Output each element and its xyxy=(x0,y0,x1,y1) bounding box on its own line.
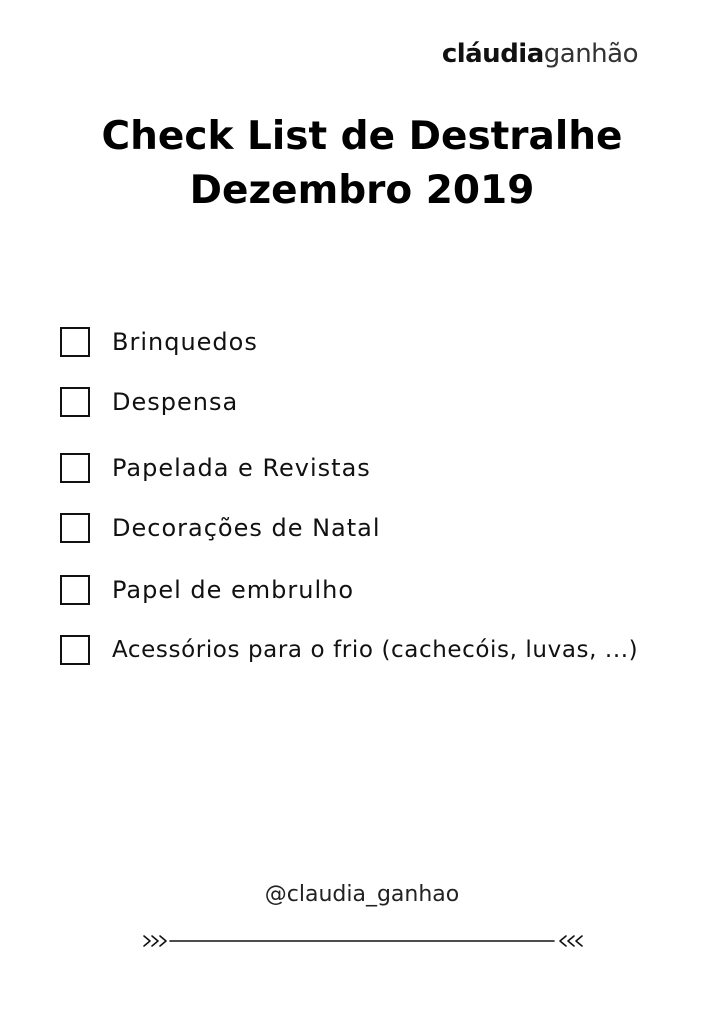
checklist-item-papel-embrulho[interactable] xyxy=(60,570,354,610)
arrow-fletching-right-icon xyxy=(560,936,582,946)
brand-logo-first: cláudia xyxy=(441,39,544,69)
checklist-item-brinquedos[interactable] xyxy=(60,322,258,362)
checklist-item-label: Papelada e Revistas xyxy=(112,454,371,482)
arrow-divider xyxy=(140,926,586,956)
checklist-item-label: Acessórios para o frio (cachecóis, luvas, ...) xyxy=(112,637,639,663)
checklist-item-acessorios[interactable] xyxy=(60,630,638,670)
checklist-item-label: Brinquedos xyxy=(112,328,258,356)
checkbox[interactable] xyxy=(60,327,90,357)
checklist-item-label: Decorações de Natal xyxy=(112,514,381,542)
checklist-item-label: Despensa xyxy=(112,388,239,416)
checklist-item-label: Papel de embrulho xyxy=(112,576,355,604)
page-title-line1: Check List de Destralhe xyxy=(101,114,623,159)
checkbox[interactable] xyxy=(60,635,90,665)
checkbox[interactable] xyxy=(60,513,90,543)
brand-logo-second: ganhão xyxy=(543,39,638,69)
checkbox[interactable] xyxy=(60,453,90,483)
checklist-item-papelada[interactable] xyxy=(60,448,371,488)
page-title-line2: Dezembro 2019 xyxy=(189,168,535,213)
checkbox[interactable] xyxy=(60,387,90,417)
checklist-item-despensa[interactable] xyxy=(60,382,238,422)
arrow-fletching-left-icon xyxy=(144,936,166,946)
social-handle: @claudia_ganhao xyxy=(264,882,460,907)
checkbox[interactable] xyxy=(60,575,90,605)
checklist-item-decoracoes[interactable] xyxy=(60,508,381,548)
